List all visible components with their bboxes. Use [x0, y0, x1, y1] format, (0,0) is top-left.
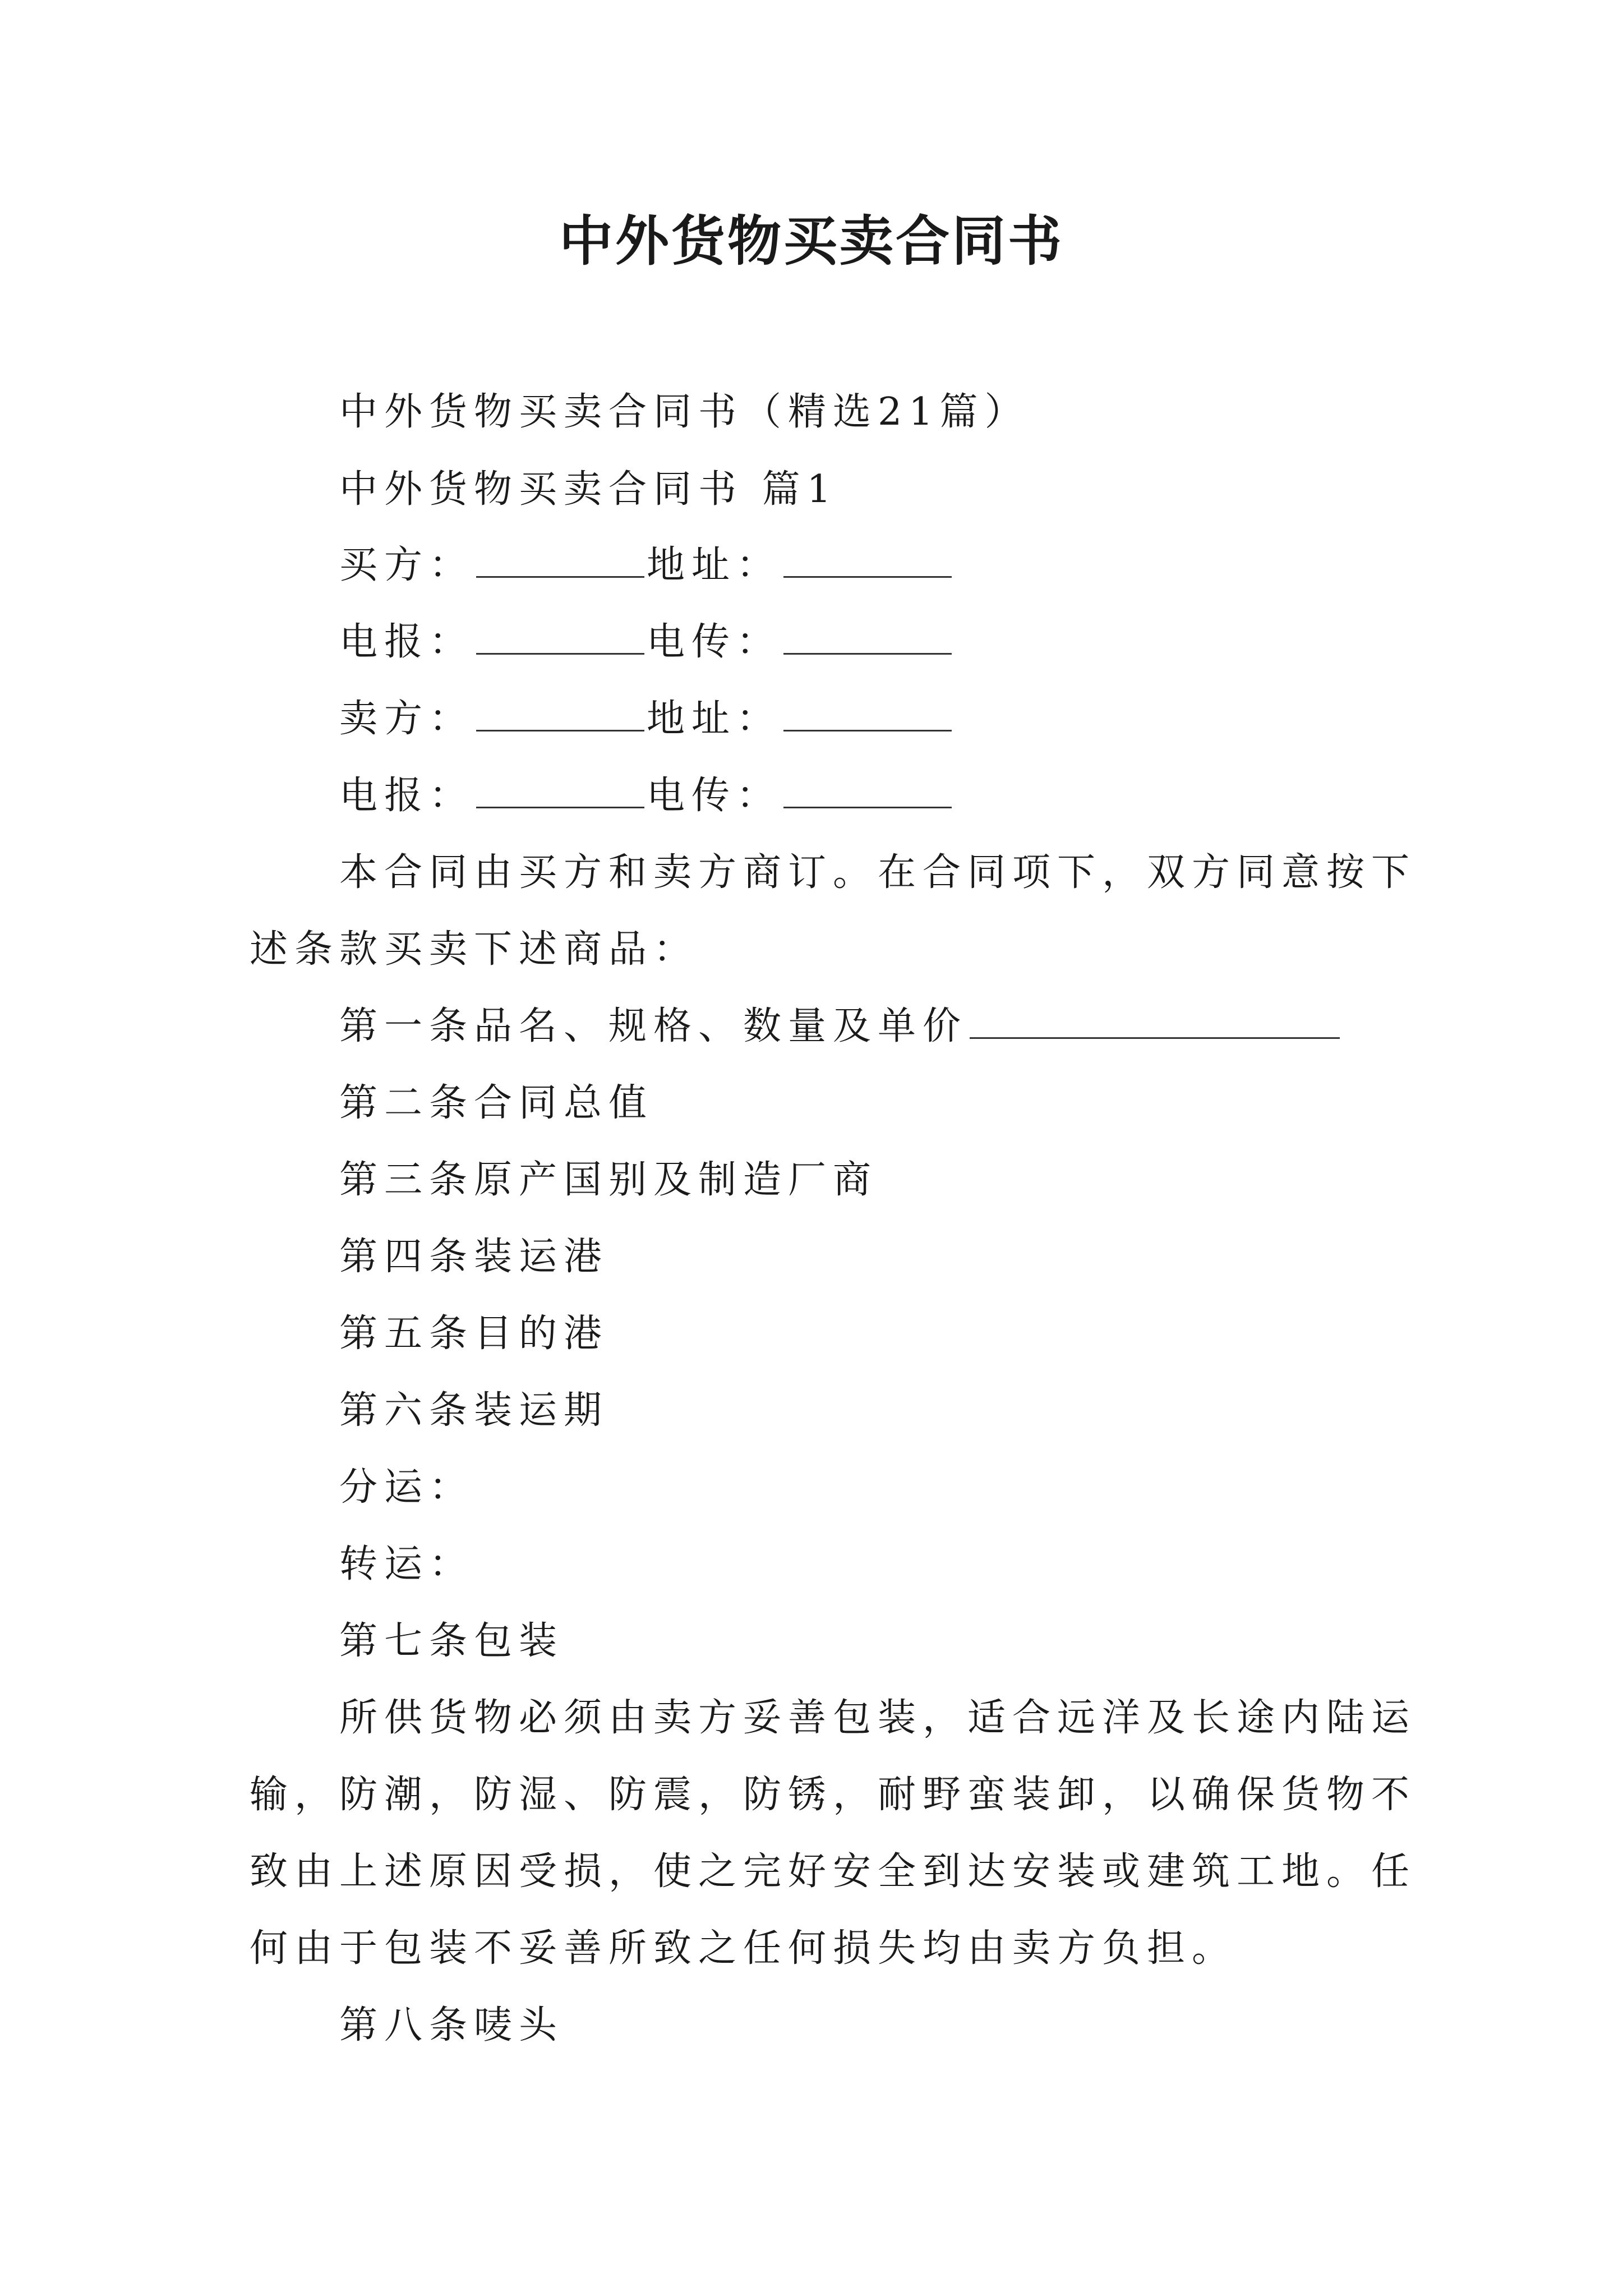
buyer-address-blank: [783, 542, 952, 578]
article-1-blank: [970, 1004, 1340, 1039]
packing-paragraph-line-3: 致由上述原因受损，使之完好安全到达安装或建筑工地。任: [250, 1849, 1417, 1894]
seller-address-blank: [783, 696, 952, 731]
buyer-telegraph-blank: [476, 619, 644, 655]
intro-paragraph-line-2: 述条款买卖下述商品：: [250, 927, 699, 972]
seller-telegraph-row: [339, 771, 954, 821]
article-2: 第二条合同总值: [339, 1081, 654, 1125]
seller-blank: [476, 696, 644, 731]
seller-label: 卖方：: [339, 697, 474, 741]
seller-telex-blank: [783, 773, 952, 808]
document-title: 中外货物买卖合同书: [559, 209, 1064, 273]
buyer-telegraph-label: 电报：: [339, 620, 474, 664]
buyer-telegraph-row: [339, 617, 954, 668]
buyer-row: [339, 540, 954, 591]
article-4: 第四条装运港: [339, 1235, 609, 1279]
buyer-telex-label: 电传：: [647, 620, 782, 664]
document-subtitle: 中外货物买卖合同书（精选21篇）: [339, 390, 1030, 434]
transshipment: 转运：: [339, 1542, 474, 1586]
article-6: 第六条装运期: [339, 1388, 609, 1433]
buyer-label: 买方：: [339, 543, 474, 587]
packing-paragraph-line-4: 何由于包装不妥善所致之任何损失均由卖方负担。: [250, 1926, 1237, 1971]
packing-paragraph-line-2: 输，防潮，防湿、防震，防锈，耐野蛮装卸，以确保货物不: [250, 1773, 1417, 1817]
seller-telex-label: 电传：: [647, 774, 782, 818]
article-7: 第七条包装: [339, 1619, 564, 1663]
buyer-blank: [476, 542, 644, 578]
buyer-telex-blank: [783, 619, 952, 655]
intro-paragraph-line-1: 本合同由买方和卖方商订。在合同项下，双方同意按下: [339, 850, 1417, 895]
partial-shipment: 分运：: [339, 1465, 474, 1510]
packing-paragraph-line-1: 所供货物必须由卖方妥善包装，适合远洋及长途内陆运: [339, 1696, 1417, 1740]
article-3: 第三条原产国别及制造厂商: [339, 1158, 878, 1202]
buyer-address-label: 地址：: [647, 543, 782, 587]
article-1-row: [339, 1001, 1342, 1052]
seller-telegraph-blank: [476, 773, 644, 808]
seller-telegraph-label: 电报：: [339, 774, 474, 818]
article-5: 第五条目的港: [339, 1312, 609, 1356]
seller-row: [339, 694, 954, 744]
seller-address-label: 地址：: [647, 697, 782, 741]
part-heading: 中外货物买卖合同书 篇1: [339, 467, 838, 512]
article-8: 第八条唛头: [339, 2003, 564, 2047]
article-1: 第一条品名、规格、数量及单价: [339, 1004, 968, 1048]
